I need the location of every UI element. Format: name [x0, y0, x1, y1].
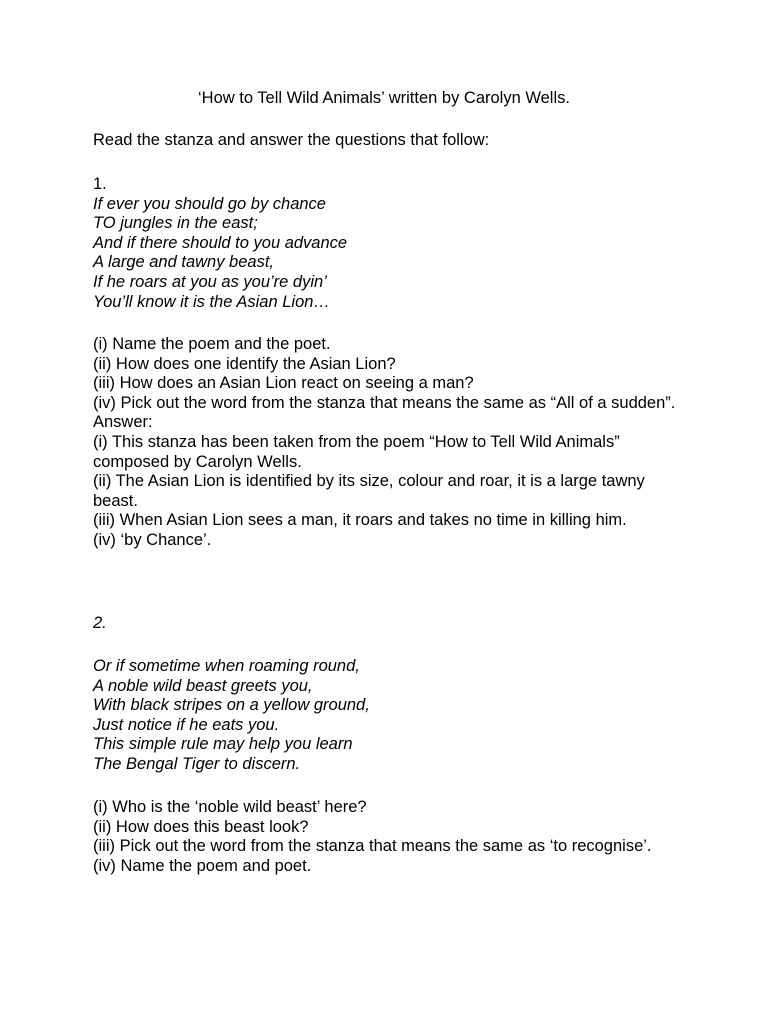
question: (iv) Name the poem and poet.	[93, 856, 312, 875]
section-1-number: 1.	[93, 175, 107, 193]
instruction-text: Read the stanza and answer the questions that follow:	[93, 131, 490, 149]
answer-label: Answer:	[93, 413, 153, 432]
answer: (iii) When Asian Lion sees a man, it roars and takes no time in killing him.	[93, 511, 627, 530]
stanza-line: If ever you should go by chance	[93, 194, 326, 213]
page-title: ‘How to Tell Wild Animals’ written by Carolyn Wells.	[198, 89, 570, 107]
stanza-line: The Bengal Tiger to discern.	[93, 754, 301, 773]
section-2-number: 2.	[93, 614, 107, 632]
stanza-line: Just notice if he eats you.	[93, 715, 280, 734]
stanza-line: You’ll know it is the Asian Lion…	[93, 292, 330, 311]
answer: (ii) The Asian Lion is identified by its size, colour and roar, it is a large tawny beast.	[93, 472, 645, 510]
stanza-line: This simple rule may help you learn	[93, 735, 353, 754]
section-2-questions	[93, 798, 683, 876]
answer: (iv) ‘by Chance’.	[93, 530, 212, 549]
stanza-line: If he roars at you as you’re dyin’	[93, 272, 327, 291]
stanza-line: Or if sometime when roaming round,	[93, 657, 360, 675]
stanza-line: A large and tawny beast,	[93, 253, 275, 272]
stanza-line: TO jungles in the east;	[93, 214, 258, 233]
section-1-stanza	[93, 195, 683, 313]
question: (iv) Pick out the word from the stanza that means the same as “All of a sudden”.	[93, 393, 676, 412]
question: (i) Who is the ‘noble wild beast’ here?	[93, 798, 367, 816]
section-1-qa	[93, 335, 683, 551]
stanza-line: With black stripes on a yellow ground,	[93, 696, 370, 715]
section-1	[93, 175, 683, 312]
question: (i) Name the poem and the poet.	[93, 335, 331, 353]
question: (iii) How does an Asian Lion react on seeing a man?	[93, 374, 474, 393]
stanza-line: A noble wild beast greets you,	[93, 676, 313, 695]
section-2-stanza	[93, 657, 683, 775]
question: (ii) How does this beast look?	[93, 817, 309, 836]
answer: (i) This stanza has been taken from the poem “How to Tell Wild Animals” composed by Carolyn Wells.	[93, 432, 620, 471]
question: (iii) Pick out the word from the stanza that means the same as ‘to recognise’.	[93, 837, 652, 856]
stanza-line: And if there should to you advance	[93, 233, 348, 252]
question: (ii) How does one identify the Asian Lion?	[93, 354, 396, 373]
